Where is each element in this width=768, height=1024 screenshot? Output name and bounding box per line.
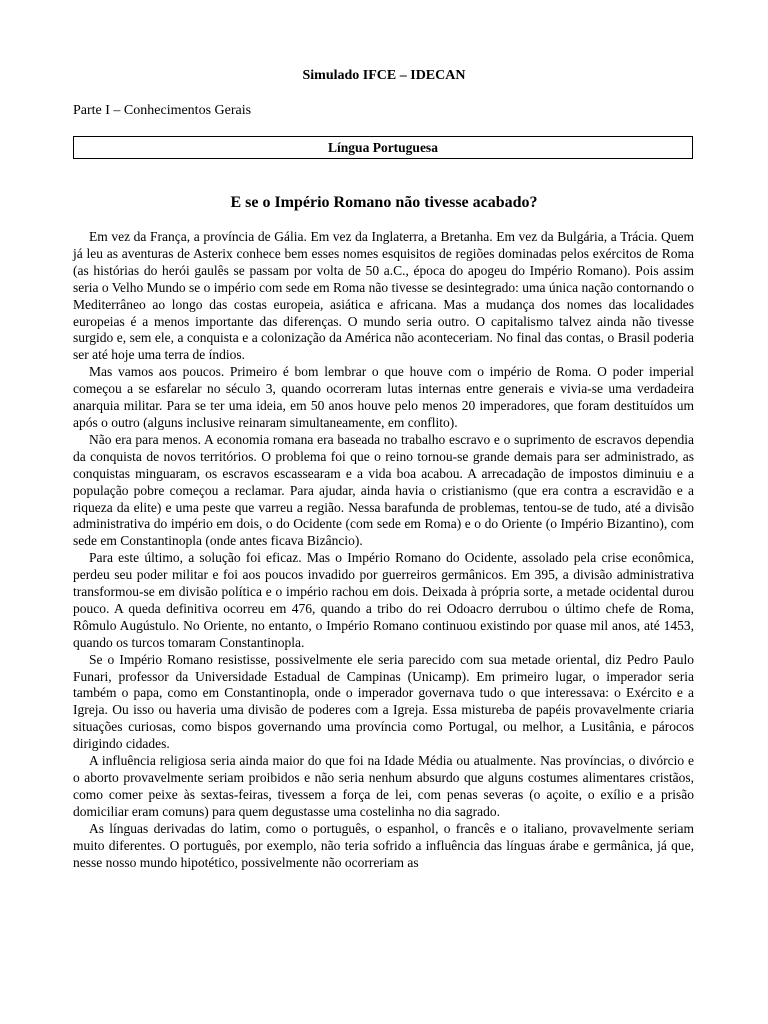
paragraph: Não era para menos. A economia romana era baseada no trabalho escravo e o suprimento de escravos dependia da conquista de novos territórios. O problema foi que o reino tornou-se grande demais para ser administrado, as conquistas minguaram, os escravos escassearam e a vida boa acabou. A arrecadação de impostos diminuiu e a população pobre começou a reclamar. Para ajudar, ainda havia o cristianismo (que era contra a escravidão e a riqueza da elite) e uma peste que varreu a região. Nessa barafunda de problemas, tentou-se de tudo, até a divisão administrativa do império em dois, o do Ocidente (com sede em Roma) e o do Oriente (o Império Bizantino), com sede em Constantinopla (onde antes ficava Bizâncio). (73, 431, 694, 549)
paragraph: Se o Império Romano resistisse, possivelmente ele seria parecido com sua metade oriental, diz Pedro Paulo Funari, professor da Universidade Estadual de Campinas (Unicamp). Em primeiro lugar, o imperador seria também o papa, como em Constantinopla, onde o imperador governava tudo o que interessava: o Exército e a Igreja. Ou isso ou haveria uma divisão de poderes com a Igreja. Essa mistureba de papéis provavelmente criaria situações curiosas, como bispos governando uma província como Portugal, ou melhor, a Lusitânia, e párocos dirigindo cidades. (73, 651, 694, 752)
paragraph: Em vez da França, a província de Gália. Em vez da Inglaterra, a Bretanha. Em vez da Bulgária, a Trácia. Quem já leu as aventuras de Asterix conhece bem esses nomes esquisitos de regiões dominadas pelos exércitos de Roma (as histórias do herói gaulês se passam por volta de 50 a.C., época do apogeu do Império Romano). Pois assim seria o Velho Mundo se o império com sede em Roma não tivesse se desintegrado: uma única nação contornando o Mediterrâneo ao longo das costas europeia, asiática e africana. Mas a mudança dos nomes das localidades europeias é a menos importante das diferenças. O mundo seria outro. O capitalismo talvez ainda não tivesse surgido e, sem ele, a conquista e a colonização da América não aconteceriam. No final das contas, o Brasil poderia ser até hoje uma terra de índios. (73, 229, 694, 363)
section-box: Língua Portuguesa (73, 136, 693, 159)
paragraph: A influência religiosa seria ainda maior do que foi na Idade Média ou atualmente. Nas províncias, o divórcio e o aborto provavelmente seriam proibidos e não seria nenhum absurdo que alguns costumes alimentares cristãos, como comer peixe às sextas-feiras, tivessem a força de lei, com penas severas (o açoite, o exílio e a prisão domiciliar eram comuns) para quem degustasse uma costelinha no dia sagrado. (73, 753, 694, 819)
paragraph: Mas vamos aos poucos. Primeiro é bom lembrar o que houve com o império de Roma. O poder imperial começou a se esfarelar no século 3, quando ocorreram lutas internas entre generais e vivia-se uma verdadeira anarquia militar. Para se ter uma ideia, em 50 anos houve pelo menos 20 imperadores, que foram destituídos um após o outro (alguns inclusive reinaram simultaneamente, em conflito). (73, 364, 694, 430)
article-heading: E se o Império Romano não tivesse acabado? (230, 194, 538, 211)
paragraph: Para este último, a solução foi eficaz. Mas o Império Romano do Ocidente, assolado pela crise econômica, perdeu seu poder militar e foi aos poucos invadido por guerreiros germânicos. Em 395, a divisão administrativa transformou-se em divisão política e o império rachou em dois. Deixada à própria sorte, a metade ocidental durou pouco. A queda definitiva ocorreu em 476, quando a tribo do rei Odoacro derrubou o último chefe de Roma, Rômulo Augústulo. No Oriente, no entanto, o Império Romano continuou existindo por quase mil anos, até 1453, quando os turcos tomaram Constantinopla. (73, 550, 694, 650)
paragraph: As línguas derivadas do latim, como o português, o espanhol, o francês e o italiano, provavelmente seriam muito diferentes. O português, por exemplo, não teria sofrido a influência das línguas árabe e germânica, já que, nesse nosso mundo hipotético, possivelmente não ocorreriam as (73, 820, 694, 870)
article-body (73, 229, 694, 871)
part-label: Parte I – Conhecimentos Gerais (73, 103, 252, 118)
document-title: Simulado IFCE – IDECAN (302, 68, 466, 83)
